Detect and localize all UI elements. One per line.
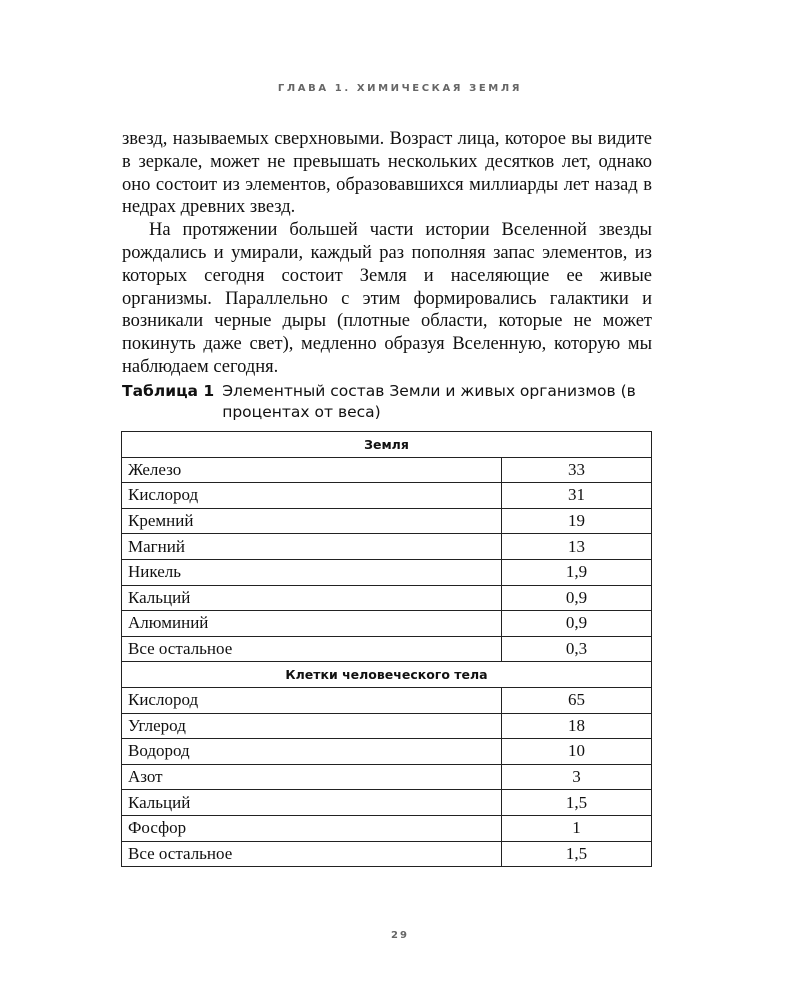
element-value: 31 [502, 483, 652, 509]
element-value: 33 [502, 457, 652, 483]
table-caption [122, 381, 662, 423]
element-value: 1,5 [502, 790, 652, 816]
table-row [122, 585, 652, 611]
element-name: Все остальное [122, 841, 502, 867]
element-name: Кремний [122, 508, 502, 534]
table-row [122, 559, 652, 585]
element-value: 1,9 [502, 559, 652, 585]
element-name: Кислород [122, 483, 502, 509]
table-row [122, 815, 652, 841]
element-name: Все остальное [122, 636, 502, 662]
element-value: 0,9 [502, 611, 652, 637]
table-row [122, 636, 652, 662]
table-caption-label: Таблица 1 [122, 382, 215, 400]
element-value: 0,3 [502, 636, 652, 662]
table-section-row [122, 432, 652, 458]
table-row [122, 841, 652, 867]
table-row [122, 739, 652, 765]
element-value: 19 [502, 508, 652, 534]
element-name: Фосфор [122, 815, 502, 841]
element-name: Алюминий [122, 611, 502, 637]
element-value: 1,5 [502, 841, 652, 867]
element-name: Кальций [122, 790, 502, 816]
table-row [122, 534, 652, 560]
section-header-cells: Клетки человеческого тела [122, 662, 652, 688]
element-value: 1 [502, 815, 652, 841]
element-value: 13 [502, 534, 652, 560]
composition-table [121, 431, 652, 867]
element-value: 3 [502, 764, 652, 790]
table-row [122, 611, 652, 637]
table-caption-text: Элементный состав Земли и живых организмов (в процентах от веса) [222, 382, 636, 421]
element-value: 0,9 [502, 585, 652, 611]
element-value: 18 [502, 713, 652, 739]
page-number: 29 [391, 930, 409, 941]
element-value: 10 [502, 739, 652, 765]
table-row [122, 508, 652, 534]
paragraph: звезд, называемых сверхновыми. Возраст лица, которое вы видите в зеркале, может не превышать нескольких десятков лет, однако оно состоит из элементов, образовавшихся миллиарды лет назад в недрах древних звезд. [122, 129, 652, 218]
table-row [122, 457, 652, 483]
table-row [122, 764, 652, 790]
element-name: Никель [122, 559, 502, 585]
table-row [122, 713, 652, 739]
element-name: Кислород [122, 687, 502, 713]
table-row [122, 483, 652, 509]
paragraph: На протяжении большей части истории Вселенной звезды рождались и умирали, каждый раз пополняя запас элементов, из которых сегодня состоит Земля и населяющие ее живые организмы. Параллельно с этим формировались галактики и возникали черные дыры (плотные области, которые не может покинуть даже свет), медленно образуя Вселенную, которую мы наблюдаем сегодня. [122, 220, 652, 377]
section-header-earth: Земля [122, 432, 652, 458]
table-row [122, 687, 652, 713]
element-name: Углерод [122, 713, 502, 739]
element-name: Магний [122, 534, 502, 560]
element-value: 65 [502, 687, 652, 713]
element-name: Водород [122, 739, 502, 765]
element-name: Азот [122, 764, 502, 790]
body-text [122, 128, 652, 379]
table-section-row [122, 662, 652, 688]
running-head: ГЛАВА 1. ХИМИЧЕСКАЯ ЗЕМЛЯ [277, 83, 523, 94]
element-name: Кальций [122, 585, 502, 611]
element-name: Железо [122, 457, 502, 483]
table-row [122, 790, 652, 816]
